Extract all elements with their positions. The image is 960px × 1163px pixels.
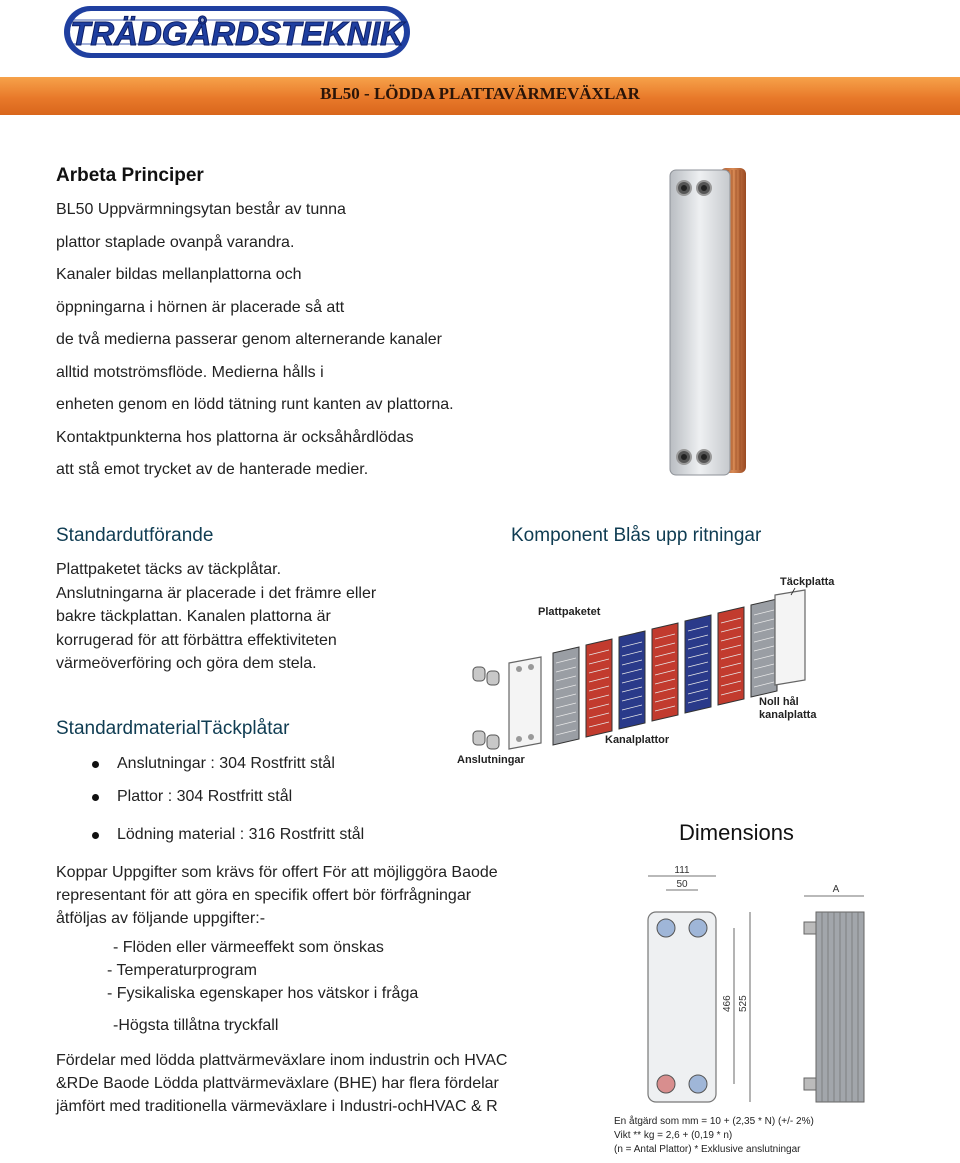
svg-text:50: 50 bbox=[676, 879, 688, 890]
standard-heading: Standardutförande bbox=[56, 525, 214, 546]
svg-text:525: 525 bbox=[738, 995, 749, 1012]
svg-text:kanalplatta: kanalplatta bbox=[759, 709, 817, 721]
standard-text: Plattpaketet täcks av täckplåtar. Anslutningarna är placerade i det främre eller bakre täckplattan. Kanalen plattorna är korrugerad för att förbättra effektiviteten värmeöverföring och göra dem stela. bbox=[56, 561, 377, 672]
quote-requirements-text: Koppar Uppgifter som krävs för offert För att möjliggöra Baode representant för att göra en specifik offert bör förfrågningar åtföljas av följande uppgifter:- bbox=[56, 864, 498, 927]
heat-exchanger-photo bbox=[640, 160, 790, 485]
requirement-item: - Temperaturprogram bbox=[107, 962, 257, 979]
company-logo bbox=[62, 2, 412, 64]
svg-text:(n = Antal Plattor) * Exklusiv: (n = Antal Plattor) * Exklusive anslutningar bbox=[614, 1144, 801, 1155]
svg-text:111: 111 bbox=[674, 865, 690, 876]
material-item: Lödning material : 316 Rostfritt stål bbox=[117, 826, 364, 844]
svg-text:Vikt ** kg = 2,6 + (0,19 * n): Vikt ** kg = 2,6 + (0,19 * n) bbox=[614, 1130, 733, 1141]
bullet-icon bbox=[92, 832, 99, 839]
page-title: BL50 - LÖDDA PLATTAVÄRMEVÄXLAR bbox=[320, 84, 640, 103]
material-item: Plattor : 304 Rostfritt stål bbox=[117, 788, 292, 806]
svg-text:TRÄDGÅRDSTEKNIK: TRÄDGÅRDSTEKNIK bbox=[70, 15, 404, 52]
exploded-view-drawing bbox=[445, 565, 875, 785]
advantages-text: Fördelar med lödda plattvärmeväxlare inom industrin och HVAC &RDe Baode Lödda plattvärmeväxlare (BHE) har flera fördelar jämfört med traditionella värmeväxlare i Industri-ochHVAC & R bbox=[56, 1052, 508, 1115]
svg-text:A: A bbox=[832, 884, 840, 895]
svg-text:Noll hål: Noll hål bbox=[759, 696, 799, 708]
material-heading: StandardmaterialTäckplåtar bbox=[56, 718, 290, 739]
dimensions-drawing bbox=[608, 862, 900, 1158]
bullet-icon bbox=[92, 761, 99, 768]
exploded-heading: Komponent Blås upp ritningar bbox=[511, 525, 762, 546]
requirement-item: - Fysikaliska egenskaper hos vätskor i fråga bbox=[107, 985, 419, 1002]
dimensions-heading: Dimensions bbox=[679, 820, 794, 845]
material-item: Anslutningar : 304 Rostfritt stål bbox=[117, 755, 335, 773]
svg-text:Plattpaketet: Plattpaketet bbox=[538, 606, 601, 618]
principles-heading: Arbeta Principer bbox=[56, 165, 204, 186]
requirement-item: -Högsta tillåtna tryckfall bbox=[113, 1017, 279, 1034]
svg-text:Täckplatta: Täckplatta bbox=[780, 576, 835, 588]
svg-text:Anslutningar: Anslutningar bbox=[457, 754, 525, 766]
svg-text:Kanalplattor: Kanalplattor bbox=[605, 734, 670, 746]
bullet-icon bbox=[92, 794, 99, 801]
svg-text:En åtgärd som mm = 10 + (2,35: En åtgärd som mm = 10 + (2,35 * N) (+/- 2%) bbox=[614, 1116, 814, 1127]
svg-text:466: 466 bbox=[722, 995, 733, 1012]
principles-text: BL50 Uppvärmningsytan består av tunna plattor staplade ovanpå varandra. Kanaler bildas mellanplattorna och öppningarna i hörnen är placerade så att de två medierna passerar genom alternerande kanaler alltid motströmsflöde. Medierna hålls i enheten genom en lödd tätning runt kanten av plattorna. Kontaktpunkterna hos plattorna är ocksåhårdlödas att stå emot trycket av de hanterade medier. bbox=[56, 201, 454, 478]
requirement-item: - Flöden eller värmeeffekt som önskas bbox=[113, 939, 384, 956]
